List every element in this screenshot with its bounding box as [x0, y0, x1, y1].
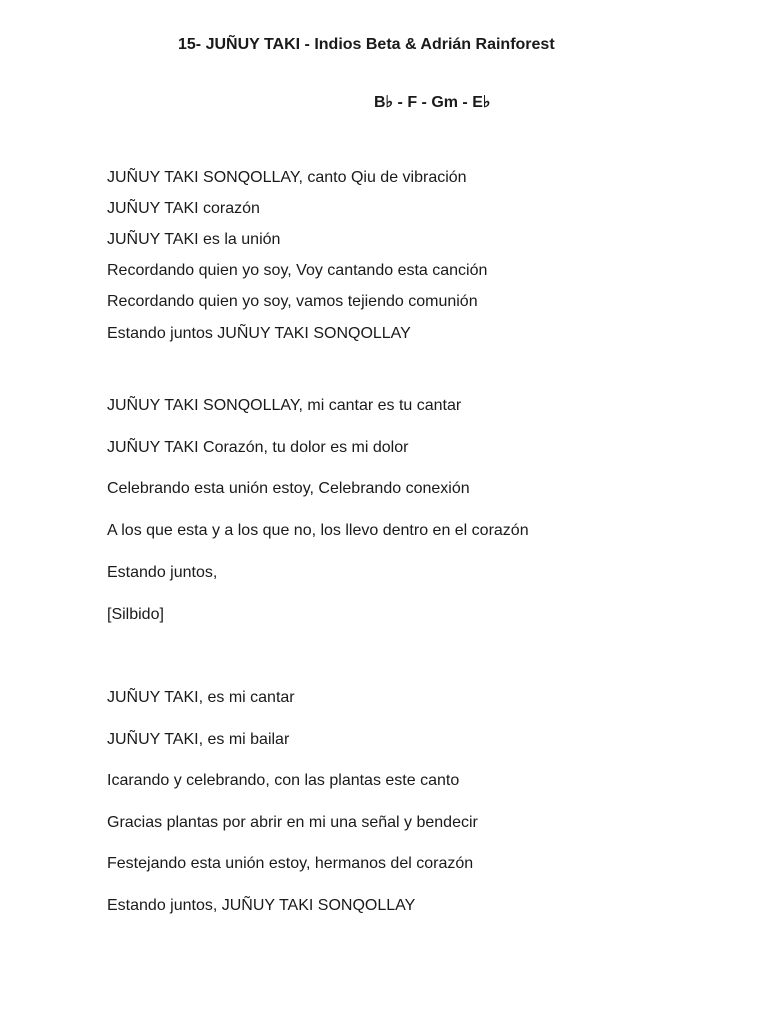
verse3-line-1: JUÑUY TAKI, es mi cantar [107, 689, 295, 706]
verse1-line-5: Recordando quien yo soy, vamos tejiendo comunión [107, 293, 478, 310]
verse1-line-1: JUÑUY TAKI SONQOLLAY, canto Qiu de vibración [107, 169, 467, 186]
verse1-line-2: JUÑUY TAKI corazón [107, 200, 260, 217]
verse2-line-2: JUÑUY TAKI Corazón, tu dolor es mi dolor [107, 439, 409, 456]
verse2-line-6: [Silbido] [107, 606, 164, 623]
verse2-line-1: JUÑUY TAKI SONQOLLAY, mi cantar es tu cantar [107, 397, 462, 414]
verse2-line-5: Estando juntos, [107, 564, 218, 581]
chord-progression: B♭ - F - Gm - E♭ [374, 94, 491, 111]
verse2-line-3: Celebrando esta unión estoy, Celebrando conexión [107, 480, 470, 497]
verse2-line-4: A los que esta y a los que no, los llevo dentro en el corazón [107, 522, 529, 539]
verse1-line-6: Estando juntos JUÑUY TAKI SONQOLLAY [107, 325, 411, 342]
verse1-line-4: Recordando quien yo soy, Voy cantando esta canción [107, 262, 488, 279]
verse3-line-5: Festejando esta unión estoy, hermanos del corazón [107, 855, 474, 872]
song-title: 15- JUÑUY TAKI - Indios Beta & Adrián Rainforest [178, 36, 555, 53]
verse3-line-2: JUÑUY TAKI, es mi bailar [107, 731, 290, 748]
verse3-line-6: Estando juntos, JUÑUY TAKI SONQOLLAY [107, 897, 416, 914]
verse3-line-3: Icarando y celebrando, con las plantas este canto [107, 772, 460, 789]
verse1-line-3: JUÑUY TAKI es la unión [107, 231, 281, 248]
verse3-line-4: Gracias plantas por abrir en mi una señal y bendecir [107, 814, 478, 831]
